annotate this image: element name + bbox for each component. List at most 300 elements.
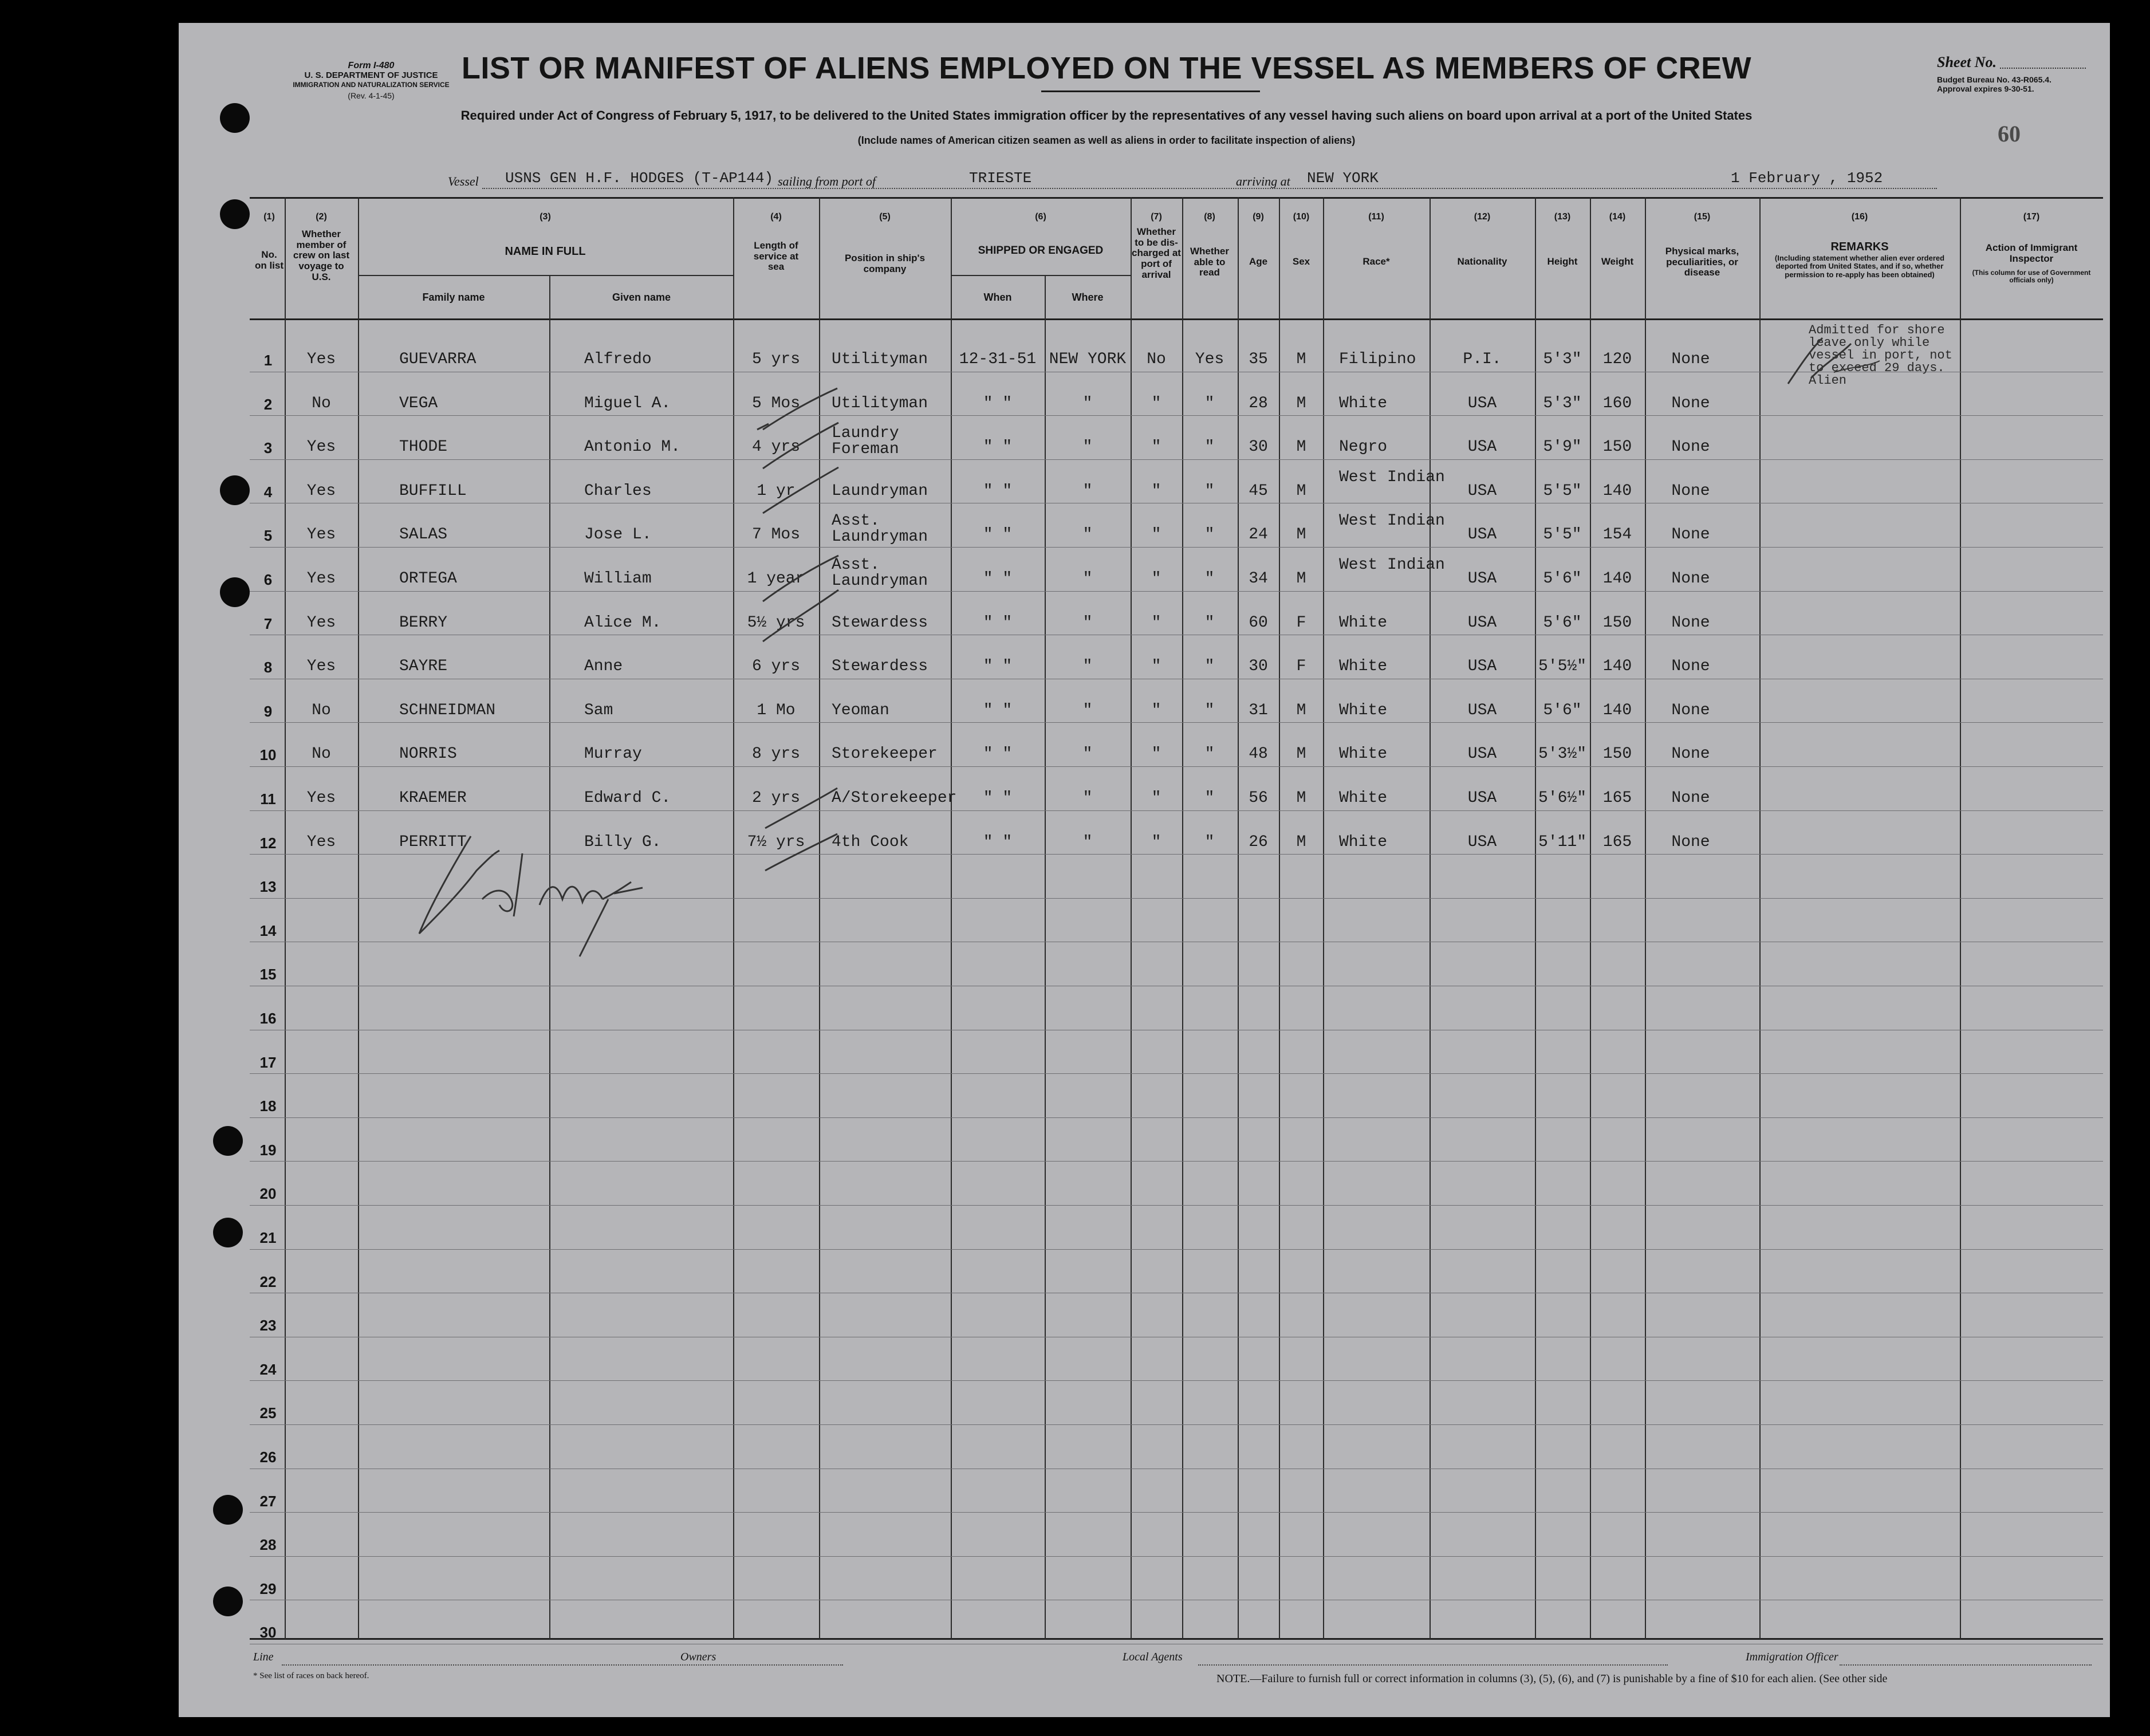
- cell-given: Anne: [584, 658, 623, 675]
- row-rule: [250, 1249, 2103, 1250]
- cell-discharged: ": [1151, 833, 1161, 851]
- cell-race: White: [1339, 658, 1388, 675]
- cell-read: ": [1204, 789, 1215, 807]
- col-header-previous-voyage: Whether member of crew on last voyage to U.S.: [293, 229, 350, 282]
- cell-service: 5 yrs: [751, 351, 801, 368]
- stamp-number: 60: [1998, 121, 2021, 147]
- cell-sex: M: [1296, 570, 1306, 588]
- col-header-height: Height: [1547, 256, 1578, 267]
- cell-where: ": [1082, 658, 1093, 675]
- cell-prev: Yes: [306, 351, 336, 368]
- cell-marks: None: [1671, 438, 1710, 456]
- cell-when: " ": [983, 526, 1013, 544]
- footer-local-agents: Local Agents: [1123, 1651, 1183, 1663]
- col-header-nationality: Nationality: [1457, 256, 1507, 267]
- cell-nat: USA: [1467, 745, 1497, 763]
- cell-when: " ": [983, 395, 1013, 412]
- cell-marks: None: [1671, 789, 1710, 807]
- col-num: (13): [1554, 212, 1571, 222]
- cell-marks: None: [1671, 833, 1710, 851]
- cell-age: 48: [1249, 745, 1268, 763]
- row-number: 4: [263, 483, 273, 501]
- row-rule: [250, 1205, 2103, 1206]
- cell-discharged: ": [1151, 438, 1161, 456]
- line-number: 22: [259, 1273, 277, 1290]
- line-number: 14: [259, 922, 277, 939]
- cell-service: 8 yrs: [751, 745, 801, 763]
- line-number: 24: [259, 1361, 277, 1378]
- date-value: 1 February , 1952: [1731, 170, 1883, 187]
- budget-number: Budget Bureau No. 43-R065.4.: [1937, 75, 2051, 84]
- col-header-given-name: Given name: [612, 292, 671, 303]
- cell-height: 5'11": [1538, 833, 1587, 851]
- punch-hole: [220, 577, 250, 607]
- cell-nat: USA: [1467, 570, 1497, 588]
- cell-nat: USA: [1467, 395, 1497, 412]
- cell-read: ": [1204, 395, 1215, 412]
- cell-service: 1 year: [747, 570, 805, 588]
- cell-given: Sam: [584, 702, 613, 719]
- cell-nat: USA: [1467, 702, 1497, 719]
- cell-where: ": [1082, 833, 1093, 851]
- cell-nat: USA: [1467, 482, 1497, 500]
- col-header-where: Where: [1072, 292, 1104, 303]
- cell-weight: 140: [1602, 482, 1632, 500]
- row-rule: [250, 591, 2103, 592]
- row-rule: [250, 547, 2103, 548]
- row-number: 12: [259, 834, 277, 852]
- cell-height: 5'6": [1543, 702, 1582, 719]
- cell-where: ": [1082, 745, 1093, 763]
- cell-weight: 140: [1602, 570, 1632, 588]
- cell-discharged: ": [1151, 745, 1161, 763]
- row-number: 6: [263, 571, 273, 588]
- cell-race: Negro: [1339, 438, 1388, 456]
- cell-where: ": [1082, 482, 1093, 500]
- footer-owners: Owners: [680, 1651, 716, 1663]
- cell-marks: None: [1671, 745, 1710, 763]
- cell-read: ": [1204, 614, 1215, 632]
- col-header-age: Age: [1249, 256, 1268, 267]
- cell-family: SALAS: [399, 526, 448, 544]
- col-num: (6): [1035, 212, 1046, 222]
- vessel-dotted-line: [482, 188, 1937, 189]
- cell-discharged: ": [1151, 482, 1161, 500]
- cell-race: West Indian: [1339, 556, 1445, 574]
- line-number: 21: [259, 1229, 277, 1246]
- row-rule: [250, 810, 2103, 811]
- cell-discharged: ": [1151, 614, 1161, 632]
- cell-age: 26: [1249, 833, 1268, 851]
- col-header-remarks-detail: (Including statement whether alien ever ordered deported from United States, and if so, whether permission to re-apply has been obtained): [1774, 254, 1945, 279]
- punch-hole: [220, 103, 250, 133]
- col-header-inspector-action: Action of Immigrant Inspector: [1985, 242, 2078, 264]
- form-department: U. S. DEPARTMENT OF JUSTICE: [304, 70, 438, 80]
- cell-height: 5'3": [1543, 395, 1582, 412]
- cell-where: ": [1082, 570, 1093, 588]
- cell-read: ": [1204, 438, 1215, 456]
- row-number: 11: [260, 790, 276, 808]
- title-underline: [1041, 90, 1260, 92]
- cell-given: Murray: [584, 745, 642, 763]
- cell-weight: 150: [1602, 438, 1632, 456]
- cell-race: West Indian: [1339, 469, 1445, 486]
- cell-prev: Yes: [306, 833, 336, 851]
- row-rule: [250, 766, 2103, 767]
- cell-when: 12-31-51: [959, 351, 1037, 368]
- cell-sex: M: [1296, 702, 1306, 719]
- cell-family: SCHNEIDMAN: [399, 702, 496, 719]
- col-num: (7): [1151, 212, 1162, 222]
- cell-where: ": [1082, 702, 1093, 719]
- cell-read: ": [1204, 526, 1215, 544]
- cell-given: Alfredo: [584, 351, 652, 368]
- cell-age: 34: [1249, 570, 1268, 588]
- cell-family: THODE: [399, 438, 448, 456]
- cell-weight: 160: [1602, 395, 1632, 412]
- cell-race: White: [1339, 789, 1388, 807]
- col-num: (3): [540, 212, 551, 222]
- cell-family: NORRIS: [399, 745, 457, 763]
- col-num: (17): [2023, 212, 2040, 222]
- cell-age: 45: [1249, 482, 1268, 500]
- cell-prev: Yes: [306, 482, 336, 500]
- cell-read: Yes: [1195, 351, 1224, 368]
- cell-sex: M: [1296, 745, 1306, 763]
- cell-age: 30: [1249, 438, 1268, 456]
- col-header-family-name: Family name: [422, 292, 485, 303]
- cell-position: Utilityman: [832, 351, 928, 368]
- col-num: (8): [1204, 212, 1215, 222]
- cell-race: Filipino: [1339, 351, 1416, 368]
- cell-given: Alice M.: [584, 614, 661, 632]
- punch-hole: [213, 1218, 243, 1247]
- page-subtitle: Required under Act of Congress of February 5, 1917, to be delivered to the United States immigration officer by the representatives of any vessel having such aliens on board upon arrival at a port of the United States: [460, 108, 1753, 123]
- cell-family: VEGA: [399, 395, 438, 412]
- col-num: (1): [263, 212, 275, 222]
- cell-discharged: ": [1151, 395, 1161, 412]
- cell-weight: 154: [1602, 526, 1632, 544]
- cell-discharged: ": [1151, 526, 1161, 544]
- cell-marks: None: [1671, 614, 1710, 632]
- cell-height: 5'6": [1543, 570, 1582, 588]
- vessel-value: USNS GEN H.F. HODGES (T-AP144): [505, 170, 774, 187]
- row-rule: [250, 1161, 2103, 1162]
- line-number: 25: [259, 1404, 277, 1422]
- cell-where: ": [1082, 438, 1093, 456]
- cell-sex: F: [1296, 614, 1306, 632]
- cell-family: BERRY: [399, 614, 448, 632]
- row-rule: [250, 1556, 2103, 1557]
- col-header-discharged: Whether to be dis-charged at port of arrival: [1132, 226, 1181, 280]
- form-number: Form I-480: [348, 61, 395, 70]
- cell-where: NEW YORK: [1049, 351, 1127, 368]
- signature: [408, 819, 648, 968]
- cell-race: White: [1339, 745, 1388, 763]
- remarks-strikeout: [1777, 332, 1948, 389]
- cell-read: ": [1204, 482, 1215, 500]
- cell-sex: M: [1296, 833, 1306, 851]
- line-number: 15: [259, 966, 277, 983]
- cell-prev: Yes: [306, 438, 336, 456]
- cell-family: BUFFILL: [399, 482, 467, 500]
- cell-given: Antonio M.: [584, 438, 681, 456]
- col-num: (12): [1474, 212, 1491, 222]
- cell-prev: Yes: [306, 570, 336, 588]
- cell-marks: None: [1671, 482, 1710, 500]
- cell-read: ": [1204, 570, 1215, 588]
- cell-when: " ": [983, 833, 1013, 851]
- cell-weight: 140: [1602, 702, 1632, 719]
- cell-marks: None: [1671, 570, 1710, 588]
- footer-races-note: * See list of races on back hereof.: [253, 1671, 369, 1680]
- cell-given: William: [584, 570, 652, 588]
- cell-position: Asst. Laundryman: [832, 556, 928, 590]
- row-number: 2: [263, 396, 273, 413]
- cell-prev: No: [312, 395, 331, 412]
- cell-race: White: [1339, 702, 1388, 719]
- col-num: (15): [1694, 212, 1711, 222]
- cell-given: Edward C.: [584, 789, 671, 807]
- row-number: 1: [263, 352, 273, 369]
- cell-remarks: Admitted for shore leave only while vessel in port, not to exceed 29 days. Alien: [1809, 323, 1952, 388]
- row-number: 3: [263, 439, 273, 456]
- cell-race: White: [1339, 614, 1388, 632]
- row-number: 10: [259, 746, 277, 763]
- cell-position: Stewardess: [832, 614, 928, 632]
- cell-service: 5½ yrs: [747, 614, 805, 632]
- cell-position: Laundryman: [832, 482, 928, 500]
- cell-race: West Indian: [1339, 512, 1445, 530]
- line-number: 18: [259, 1097, 277, 1115]
- cell-service: 1 Mo: [757, 702, 796, 719]
- sailing-value: TRIESTE: [969, 170, 1032, 187]
- cell-family: SAYRE: [399, 658, 448, 675]
- cell-weight: 165: [1602, 833, 1632, 851]
- row-rule: [250, 459, 2103, 460]
- row-number: 9: [263, 703, 273, 720]
- cell-sex: M: [1296, 789, 1306, 807]
- cell-weight: 150: [1602, 745, 1632, 763]
- cell-race: White: [1339, 833, 1388, 851]
- row-number: 7: [263, 615, 273, 632]
- cell-sex: M: [1296, 482, 1306, 500]
- col-header-physical-marks: Physical marks, peculiarities, or disease: [1665, 246, 1739, 278]
- table-top-border: [250, 197, 2103, 199]
- cell-height: 5'3½": [1538, 745, 1587, 763]
- row-rule: [250, 1512, 2103, 1513]
- cell-age: 60: [1249, 614, 1268, 632]
- punch-hole: [220, 475, 250, 505]
- cell-when: " ": [983, 789, 1013, 807]
- cell-age: 28: [1249, 395, 1268, 412]
- vessel-label: Vessel: [448, 174, 479, 188]
- col-header-no-on-list: No. on list: [254, 249, 284, 271]
- cell-discharged: ": [1151, 789, 1161, 807]
- cell-position: Asst. Laundryman: [832, 512, 928, 546]
- cell-height: 5'3": [1543, 351, 1582, 368]
- cell-service: 5 Mos: [751, 395, 801, 412]
- cell-nat: USA: [1467, 614, 1497, 632]
- punch-hole: [220, 199, 250, 229]
- cell-marks: None: [1671, 351, 1710, 368]
- cell-height: 5'9": [1543, 438, 1582, 456]
- cell-given: Jose L.: [584, 526, 652, 544]
- cell-nat: USA: [1467, 833, 1497, 851]
- row-rule: [250, 1117, 2103, 1118]
- cell-height: 5'5": [1543, 526, 1582, 544]
- col-header-shipped-engaged: SHIPPED OR ENGAGED: [978, 245, 1104, 257]
- cell-marks: None: [1671, 658, 1710, 675]
- cell-position: Laundry Foreman: [832, 424, 899, 458]
- cell-nat: USA: [1467, 438, 1497, 456]
- form-service: IMMIGRATION AND NATURALIZATION SERVICE: [293, 81, 450, 89]
- cell-age: 31: [1249, 702, 1268, 719]
- col-num: (5): [879, 212, 891, 222]
- sheet-label: Sheet No.: [1937, 54, 1997, 70]
- cell-nat: USA: [1467, 789, 1497, 807]
- punch-hole: [213, 1126, 243, 1156]
- cell-sex: M: [1296, 526, 1306, 544]
- col-header-name: NAME IN FULL: [505, 245, 586, 258]
- cell-prev: Yes: [306, 658, 336, 675]
- col-num: (10): [1293, 212, 1310, 222]
- cell-when: " ": [983, 702, 1013, 719]
- punch-hole: [213, 1495, 243, 1525]
- cell-family: GUEVARRA: [399, 351, 477, 368]
- cell-given: Billy G.: [584, 833, 661, 851]
- cell-prev: Yes: [306, 789, 336, 807]
- line-number: 27: [259, 1493, 277, 1510]
- cell-height: 5'6": [1543, 614, 1582, 632]
- cell-service: 6 yrs: [751, 658, 801, 675]
- page-title: LIST OR MANIFEST OF ALIENS EMPLOYED ON THE VESSEL AS MEMBERS OF CREW: [461, 51, 1752, 85]
- footer-line: Line: [253, 1651, 274, 1663]
- cell-position: 4th Cook: [832, 833, 909, 851]
- cell-marks: None: [1671, 526, 1710, 544]
- cell-discharged: ": [1151, 658, 1161, 675]
- col-header-able-to-read: Whether able to read: [1190, 246, 1229, 278]
- cell-race: White: [1339, 395, 1388, 412]
- cell-read: ": [1204, 745, 1215, 763]
- cell-prev: Yes: [306, 614, 336, 632]
- cell-weight: 165: [1602, 789, 1632, 807]
- cell-nat: USA: [1467, 658, 1497, 675]
- line-number: 17: [259, 1054, 277, 1071]
- cell-given: Miguel A.: [584, 395, 671, 412]
- cell-marks: None: [1671, 702, 1710, 719]
- cell-age: 30: [1249, 658, 1268, 675]
- cell-discharged: No: [1147, 351, 1166, 368]
- cell-prev: No: [312, 745, 331, 763]
- col-header-sex: Sex: [1292, 256, 1310, 267]
- cell-service: 2 yrs: [751, 789, 801, 807]
- cell-family: ORTEGA: [399, 570, 457, 588]
- cell-read: ": [1204, 833, 1215, 851]
- cell-discharged: ": [1151, 570, 1161, 588]
- cell-where: ": [1082, 526, 1093, 544]
- col-header-length-of-service: Length of service at sea: [753, 240, 799, 273]
- footer-fine-note: NOTE.—Failure to furnish full or correct information in columns (3), (5), (6), and (7) is punishable by a fine of $10 for each alien. (See other side: [1216, 1672, 1888, 1685]
- line-number: 23: [259, 1317, 277, 1334]
- check-marks: [751, 344, 843, 939]
- cell-sex: F: [1296, 658, 1306, 675]
- cell-age: 35: [1249, 351, 1268, 368]
- table-header-border: [250, 318, 2103, 320]
- cell-service: 4 yrs: [751, 438, 801, 456]
- cell-when: " ": [983, 658, 1013, 675]
- cell-service: 1 yr: [757, 482, 796, 500]
- cell-position: Stewardess: [832, 658, 928, 675]
- approval-expiry: Approval expires 9-30-51.: [1937, 84, 2034, 93]
- cell-sex: M: [1296, 438, 1306, 456]
- cell-position: A/Storekeeper: [832, 789, 957, 807]
- row-rule: [250, 1380, 2103, 1381]
- cell-where: ": [1082, 395, 1093, 412]
- line-number: 20: [259, 1185, 277, 1202]
- arriving-label: arriving at: [1236, 174, 1290, 188]
- cell-position: Yeoman: [832, 702, 889, 719]
- cell-sex: M: [1296, 395, 1306, 412]
- cell-height: 5'6½": [1538, 789, 1587, 807]
- row-rule: [250, 415, 2103, 416]
- cell-service: 7½ yrs: [747, 833, 805, 851]
- cell-height: 5'5": [1543, 482, 1582, 500]
- sailing-label: sailing from port of: [778, 174, 876, 188]
- cell-marks: None: [1671, 395, 1710, 412]
- col-num: (4): [770, 212, 782, 222]
- col-header-position: Position in ship's company: [844, 253, 926, 274]
- cell-when: " ": [983, 482, 1013, 500]
- cell-when: " ": [983, 614, 1013, 632]
- footer-immigration-officer: Immigration Officer: [1746, 1651, 1838, 1663]
- col-num: (2): [316, 212, 327, 222]
- col-num: (16): [1851, 212, 1868, 222]
- col-header-remarks: REMARKS: [1830, 241, 1889, 253]
- cell-when: " ": [983, 570, 1013, 588]
- col-num: (11): [1368, 212, 1384, 222]
- arriving-value: NEW YORK: [1307, 170, 1379, 187]
- table-bottom-border: [250, 1638, 2103, 1640]
- col-num: (14): [1609, 212, 1626, 222]
- line-number: 26: [259, 1448, 277, 1466]
- sheet-line: [2000, 68, 2086, 69]
- cell-discharged: ": [1151, 702, 1161, 719]
- row-rule: [250, 722, 2103, 723]
- cell-where: ": [1082, 789, 1093, 807]
- manifest-sheet: [179, 23, 2110, 1717]
- cell-family: PERRITT: [399, 833, 467, 851]
- cell-where: ": [1082, 614, 1093, 632]
- col-header-inspector-note: (This column for use of Government officials only): [1972, 269, 2091, 285]
- col-header-weight: Weight: [1601, 256, 1634, 267]
- cell-height: 5'5½": [1538, 658, 1587, 675]
- line-number: 28: [259, 1536, 277, 1553]
- form-revision: (Rev. 4-1-45): [348, 91, 395, 100]
- col-header-when: When: [983, 292, 1012, 303]
- cell-service: 7 Mos: [751, 526, 801, 544]
- row-rule: [250, 1073, 2103, 1074]
- line-number: 16: [259, 1010, 277, 1027]
- row-number: 5: [263, 527, 273, 544]
- cell-nat: USA: [1467, 526, 1497, 544]
- punch-hole: [213, 1587, 243, 1616]
- cell-position: Utilityman: [832, 395, 928, 412]
- cell-weight: 150: [1602, 614, 1632, 632]
- line-number: 19: [259, 1141, 277, 1159]
- row-number: 8: [263, 659, 273, 676]
- cell-age: 56: [1249, 789, 1268, 807]
